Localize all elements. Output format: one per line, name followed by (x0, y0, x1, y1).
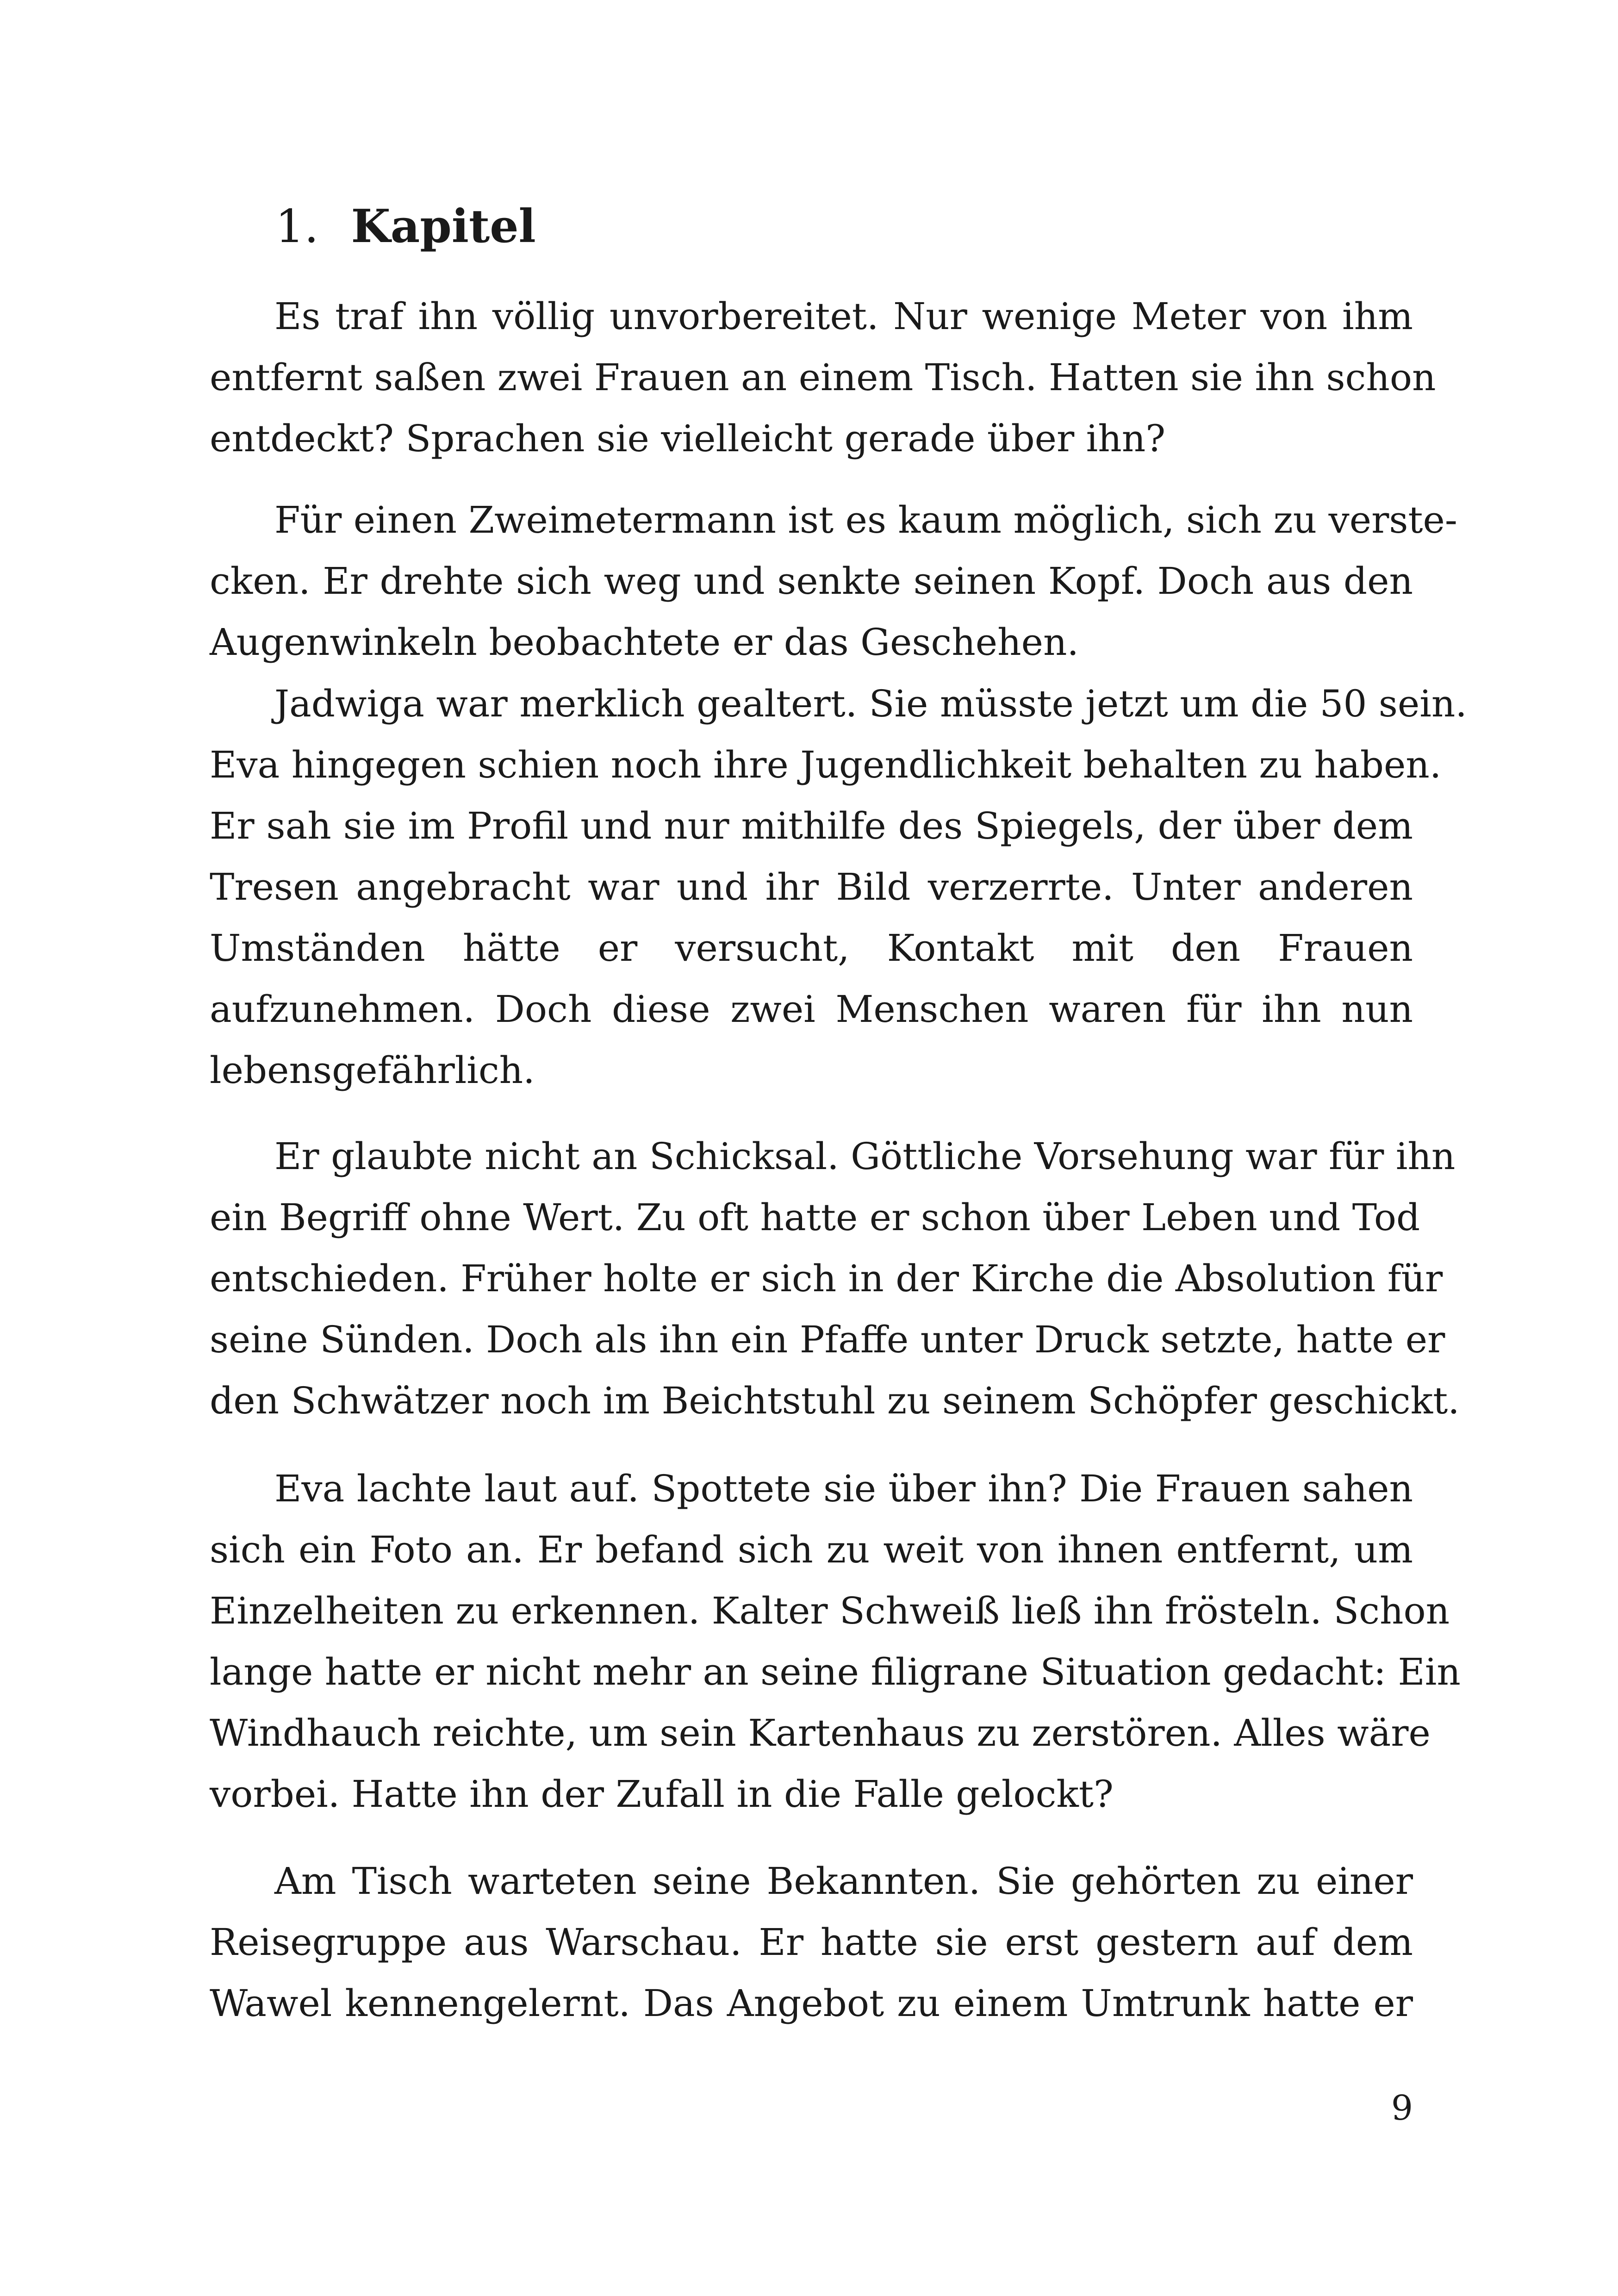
paragraph-line: Er glaubte nicht an Schicksal. Göttliche Vorsehung war für ihn (274, 1135, 1456, 1178)
chapter-heading (275, 194, 536, 259)
paragraph-line: aufzunehmen. Doch diese zwei Menschen waren für ihn nun (210, 988, 1413, 1031)
paragraph-line: Tresen angebracht war und ihr Bild verzerrte. Unter anderen (210, 865, 1413, 908)
paragraph-line: Wawel kennengelernt. Das Angebot zu einem Umtrunk hatte er (210, 1982, 1413, 2025)
paragraph-line: Windhauch reichte, um sein Kartenhaus zu zerstören. Alles wäre (210, 1711, 1431, 1755)
paragraph-line: entdeckt? Sprachen sie vielleicht gerade über ihn? (210, 417, 1166, 460)
paragraph-line: Eva lachte laut auf. Spottete sie über ihn? Die Frauen sahen (274, 1467, 1413, 1510)
page-number: 9 (1391, 2088, 1413, 2128)
paragraph-line: Einzelheiten zu erkennen. Kalter Schweiß ließ ihn frösteln. Schon (210, 1589, 1450, 1632)
paragraph-line: entfernt saßen zwei Frauen an einem Tisch. Hatten sie ihn schon (210, 356, 1436, 399)
paragraph-1 (210, 286, 1436, 469)
paragraph-3 (210, 673, 1467, 1101)
paragraph-line: Er sah sie im Profil und nur mithilfe des Spiegels, der über dem (210, 804, 1413, 847)
paragraph-line: lebensgefährlich. (210, 1049, 535, 1092)
paragraph-line: cken. Er drehte sich weg und senkte seinen Kopf. Doch aus den (210, 560, 1413, 603)
paragraph-line: Reisegruppe aus Warschau. Er hatte sie erst gestern auf dem (210, 1921, 1413, 1964)
paragraph-5 (210, 1458, 1461, 1825)
paragraph-line: seine Sünden. Doch als ihn ein Pfaffe unter Druck setzte, hatte er (210, 1318, 1445, 1361)
paragraph-line: lange hatte er nicht mehr an seine filigrane Situation gedacht: Ein (210, 1650, 1461, 1693)
paragraph-line: Es traf ihn völlig unvorbereitet. Nur wenige Meter von ihm (274, 295, 1413, 338)
paragraph-6 (210, 1851, 1413, 2034)
paragraph-line: Jadwiga war merklich gealtert. Sie müsste jetzt um die 50 sein. (274, 682, 1467, 725)
chapter-number: 1. (275, 200, 319, 253)
paragraph-line: ein Begriff ohne Wert. Zu oft hatte er schon über Leben und Tod (210, 1196, 1420, 1239)
paragraph-line: Umständen hätte er versucht, Kontakt mit den Frauen (210, 927, 1413, 970)
paragraph-line: Eva hingegen schien noch ihre Jugendlichkeit behalten zu haben. (210, 743, 1442, 786)
paragraph-line: sich ein Foto an. Er befand sich zu weit von ihnen entfernt, um (210, 1528, 1413, 1571)
paragraph-line: den Schwätzer noch im Beichtstuhl zu seinem Schöpfer geschickt. (210, 1379, 1460, 1422)
paragraph-line: entschieden. Früher holte er sich in der Kirche die Absolution für (210, 1257, 1443, 1300)
paragraph-line: Am Tisch warteten seine Bekannten. Sie gehörten zu einer (274, 1860, 1413, 1903)
paragraph-line: Für einen Zweimetermann ist es kaum möglich, sich zu verste- (274, 498, 1457, 541)
paragraph-2 (210, 490, 1457, 673)
chapter-title: Kapitel (351, 200, 536, 253)
paragraph-line: Augenwinkeln beobachtete er das Geschehen. (210, 621, 1079, 664)
paragraph-4 (210, 1126, 1460, 1431)
paragraph-line: vorbei. Hatte ihn der Zufall in die Falle gelockt? (210, 1773, 1114, 1816)
